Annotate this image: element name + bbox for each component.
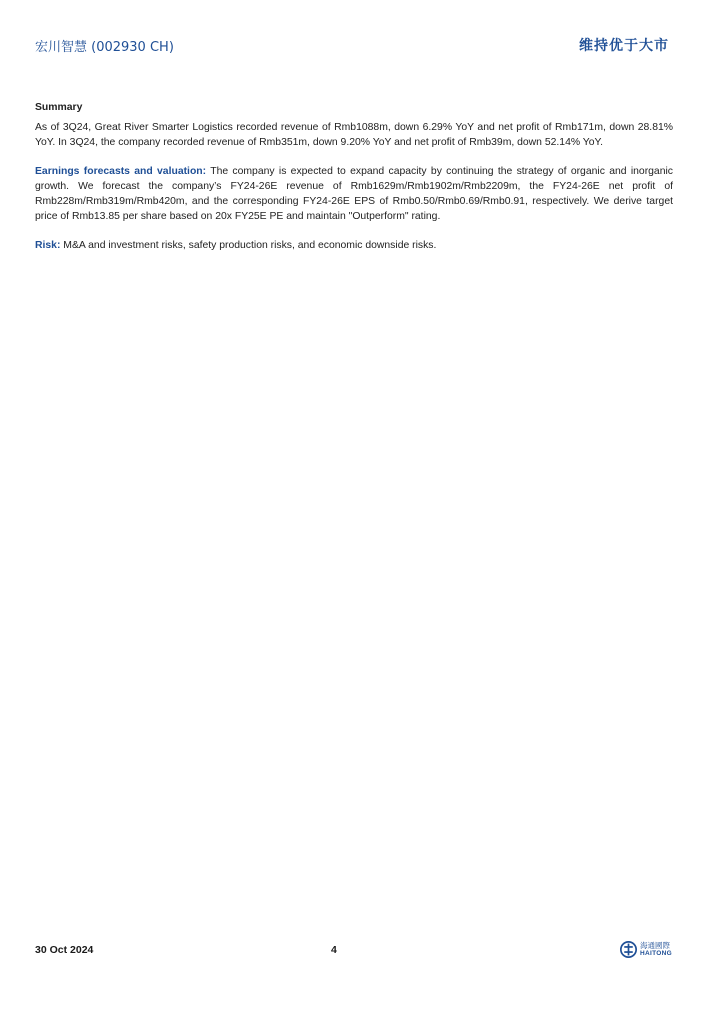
logo-chinese-text: 海通國際 xyxy=(640,940,670,950)
haitong-logo-icon xyxy=(620,941,637,958)
earnings-lead: Earnings forecasts and valuation: xyxy=(35,166,207,177)
logo-english-text: HAITONG xyxy=(640,949,672,957)
risk-lead: Risk: xyxy=(35,240,61,251)
summary-title: Summary xyxy=(35,102,83,113)
earnings-paragraph xyxy=(35,164,673,224)
footer-date: 30 Oct 2024 xyxy=(35,944,94,956)
header-rating: 维持优于大市 xyxy=(579,38,669,54)
risk-text: M&A and investment risks, safety production risks, and economic downside risks. xyxy=(60,240,437,251)
haitong-logo xyxy=(620,941,672,958)
page-number: 4 xyxy=(331,944,337,956)
header-ticker: 宏川智慧 (002930 CH) xyxy=(35,40,174,55)
report-body xyxy=(35,100,673,267)
risk-paragraph xyxy=(35,238,673,253)
earnings-text: The company is expected to expand capacity by continuing the strategy of organic and inorganic growth. We forecast the company’s FY24-26E revenue of Rmb1629m/Rmb1902m/Rmb2209m, the FY24-26E net profit of Rmb228m/Rmb319m/Rmb420m, and the corresponding FY24-26E EPS of Rmb0.50/Rmb0.69/Rmb0.91, respectively. We derive target price of Rmb13.85 per share based on 20x FY25E PE and maintain "Outperform" rating. xyxy=(35,166,673,222)
summary-paragraph: As of 3Q24, Great River Smarter Logistics recorded revenue of Rmb1088m, down 6.29% YoY and net profit of Rmb171m, down 28.81% YoY. In 3Q24, the company recorded revenue of Rmb351m, down 9.20% YoY and net profit of Rmb39m, down 52.14% YoY. xyxy=(35,122,673,148)
